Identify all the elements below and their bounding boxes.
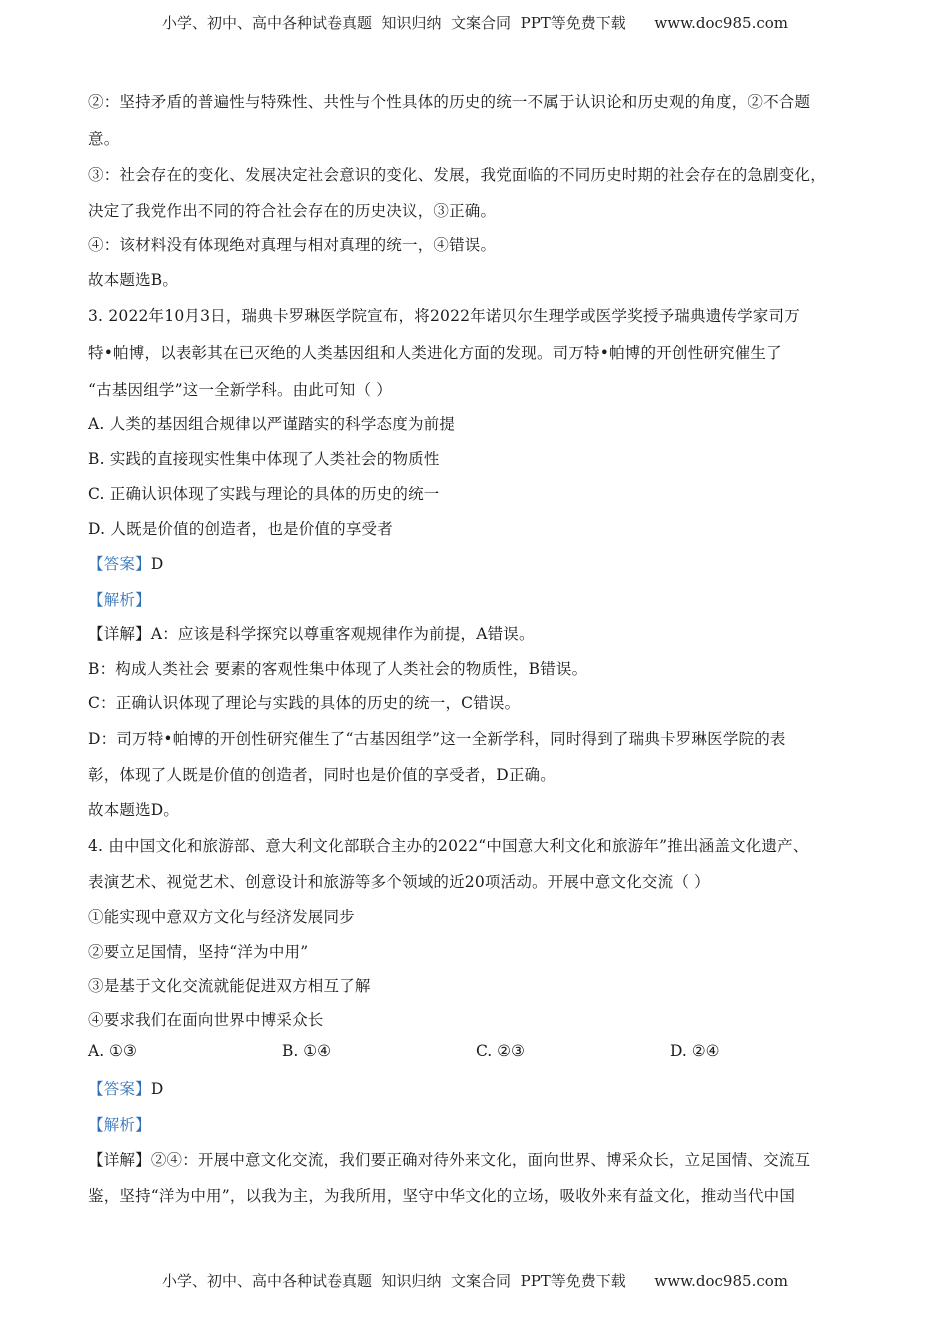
question-3-stem: 3. 2022年10月3日，瑞典卡罗琳医学院宣布，将2022年诺贝尔生理学或医学奖授予瑞典遗传学家司万 bbox=[88, 307, 800, 325]
text-line: 故本题选B。 bbox=[88, 271, 179, 289]
text-line: 彰，体现了人既是价值的创造者，同时也是价值的享受者，D正确。 bbox=[88, 766, 556, 784]
page-footer: 小学、初中、高中各种试卷真题 知识归纳 文案合同 PPT等免费下载 www.doc985.com bbox=[161, 1272, 788, 1290]
statement-item: ③是基于文化交流就能促进双方相互了解 bbox=[88, 977, 371, 995]
text-line: ②：坚持矛盾的普遍性与特殊性、共性与个性具体的历史的统一不属于认识论和历史观的角度，②不合题 bbox=[88, 93, 811, 111]
option-b: B. 实践的直接现实性集中体现了人类社会的物质性 bbox=[88, 450, 440, 468]
analysis-tag: 【解析】 bbox=[88, 591, 151, 609]
answer-tag: 【答案】 bbox=[88, 1080, 151, 1098]
page-header: 小学、初中、高中各种试卷真题 知识归纳 文案合同 PPT等免费下载 www.doc985.com bbox=[161, 14, 788, 32]
q4-answer bbox=[88, 1077, 163, 1099]
q4-analysis bbox=[88, 1113, 151, 1135]
text-line: ④：该材料没有体现绝对真理与相对真理的统一，④错误。 bbox=[88, 236, 497, 254]
text-line: D：司万特•帕博的开创性研究催生了“古基因组学”这一全新学科，同时得到了瑞典卡罗琳医学院的表 bbox=[88, 730, 786, 748]
option-d: D. ②④ bbox=[670, 1042, 720, 1060]
text-line: 鉴，坚持“洋为中用”，以我为主，为我所用，坚守中华文化的立场，吸收外来有益文化，推动当代中国 bbox=[88, 1187, 796, 1205]
detail-text: ②④：开展中意文化交流，我们要正确对待外来文化，面向世界、博采众长，立足国情、交流互 bbox=[150, 1151, 811, 1169]
question-3-stem: 特•帕博，以表彰其在已灭绝的人类基因组和人类进化方面的发现。司万特•帕博的开创性研究催生了 bbox=[88, 344, 782, 362]
answer-tag: 【答案】 bbox=[88, 555, 151, 573]
detail-tag: 【详解】 bbox=[88, 625, 151, 643]
statement-item: ②要立足国情，坚持“洋为中用” bbox=[88, 943, 309, 961]
analysis-tag: 【解析】 bbox=[88, 1116, 151, 1134]
q4-detail bbox=[88, 1148, 810, 1170]
text-line: C：正确认识体现了理论与实践的具体的历史的统一，C错误。 bbox=[88, 694, 521, 712]
q3-detail bbox=[88, 622, 535, 644]
question-3-stem: “古基因组学”这一全新学科。由此可知（ ） bbox=[88, 381, 392, 399]
statement-item: ④要求我们在面向世界中博采众长 bbox=[88, 1011, 324, 1029]
question-4-stem: 4. 由中国文化和旅游部、意大利文化部联合主办的2022“中国意大利文化和旅游年”推出涵盖文化遗产、 bbox=[88, 837, 809, 855]
q3-answer bbox=[88, 552, 163, 574]
answer-value: D bbox=[150, 1080, 164, 1098]
option-a: A. 人类的基因组合规律以严谨踏实的科学态度为前提 bbox=[88, 415, 456, 433]
answer-value: D bbox=[150, 555, 164, 573]
option-b: B. ①④ bbox=[282, 1042, 332, 1060]
text-line: ③：社会存在的变化、发展决定社会意识的变化、发展，我党面临的不同历史时期的社会存在的急剧变化， bbox=[88, 166, 826, 184]
statement-item: ①能实现中意双方文化与经济发展同步 bbox=[88, 908, 355, 926]
option-d: D. 人既是价值的创造者，也是价值的享受者 bbox=[88, 520, 393, 538]
question-4-stem: 表演艺术、视觉艺术、创意设计和旅游等多个领域的近20项活动。开展中意文化交流（ ） bbox=[88, 873, 710, 891]
option-c: C. ②③ bbox=[476, 1042, 525, 1060]
text-line: 故本题选D。 bbox=[88, 801, 180, 819]
text-line: 意。 bbox=[88, 130, 120, 148]
detail-tag: 【详解】 bbox=[88, 1151, 151, 1169]
text-line: B：构成人类社会 要素的客观性集中体现了人类社会的物质性，B错误。 bbox=[88, 660, 588, 678]
option-a: A. ①③ bbox=[88, 1042, 137, 1060]
text-line: 决定了我党作出不同的符合社会存在的历史决议，③正确。 bbox=[88, 202, 497, 220]
option-c: C. 正确认识体现了实践与理论的具体的历史的统一 bbox=[88, 485, 440, 503]
q3-analysis bbox=[88, 588, 151, 610]
detail-text: A：应该是科学探究以尊重客观规律作为前提，A错误。 bbox=[150, 625, 535, 643]
